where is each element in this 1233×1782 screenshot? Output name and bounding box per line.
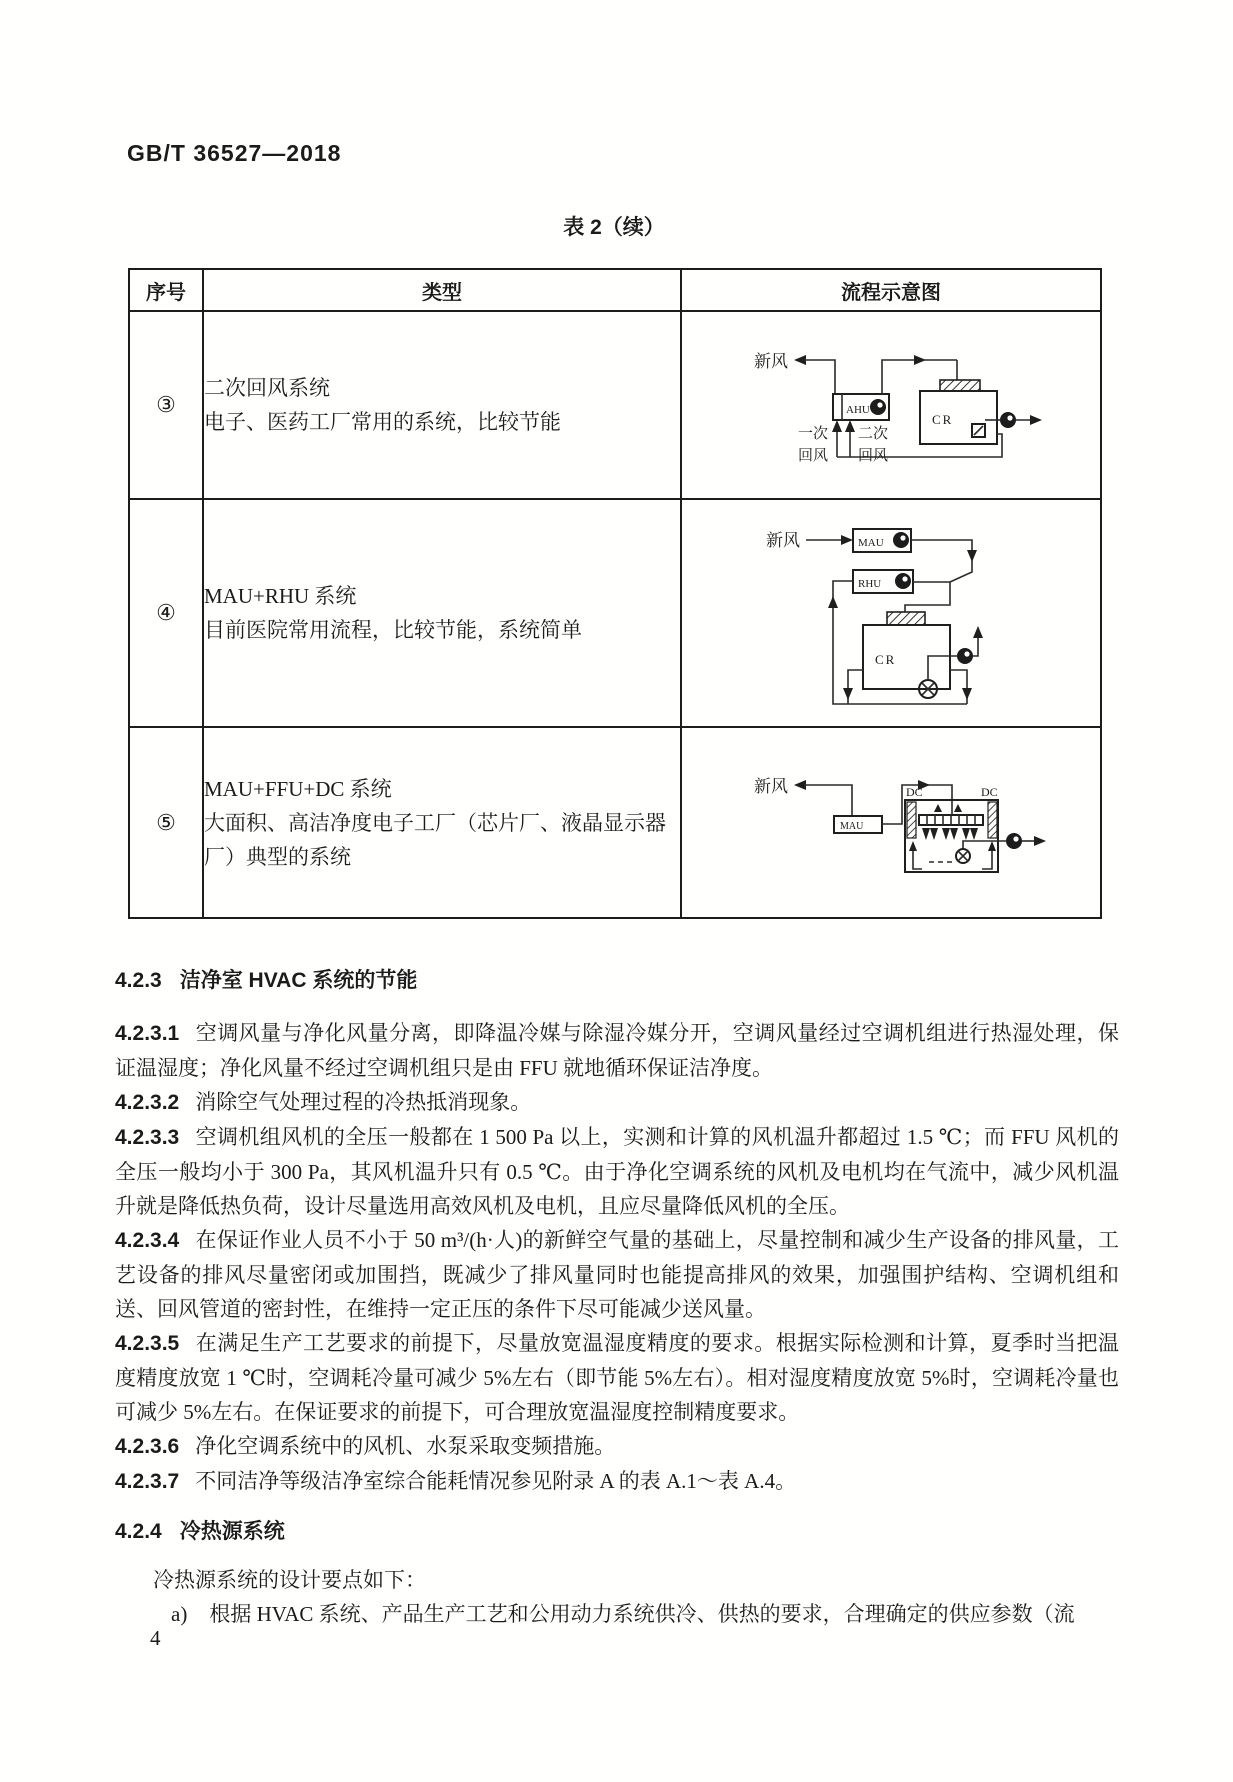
page-number: 4 xyxy=(150,1626,161,1650)
row-number: ④ xyxy=(129,499,203,727)
col-header-type: 类型 xyxy=(203,269,681,311)
clause-4237: 4.2.3.7 不同洁净等级洁净室综合能耗情况参见附录 A 的表 A.1～表 A.4。 xyxy=(115,1469,797,1493)
clause-4233: 4.2.3.3 空调机组风机的全压一般都在 1 500 Pa 以上，实测和计算的风机温升都超过 1.5 ℃；而 FFU 风机的全压一般均小于 300 Pa，其风机温升只有 0.5 ℃。由于净化空调系统的风机及电机均在气流中，减少风机温升就是降低热负荷，设计尽量选用高效风机及电机，且应尽量降低风机的全压。 xyxy=(115,1125,1119,1218)
col-header-diagram: 流程示意图 xyxy=(681,269,1101,311)
section-heading-424: 4.2.4 冷热源系统 xyxy=(115,1520,285,1543)
clause-4235: 4.2.3.5 在满足生产工艺要求的前提下，尽量放宽温湿度精度的要求。根据实际检测和计算，夏季时当把温度精度放宽 1 ℃时，空调耗冷量可减少 5%左右（即节能 5%左右）。相对湿度精度放宽 5%时，空调耗冷量也可减少 5%左右。在保证要求的前提下，可合理放宽温湿度控制精度要求。 xyxy=(115,1331,1119,1424)
primary-return-label: 一次 xyxy=(798,426,829,442)
mau-label: MAU xyxy=(840,821,864,832)
ahu-label: AHU xyxy=(846,404,870,416)
system-type-table xyxy=(128,268,1102,919)
cleanroom-label: CR xyxy=(875,652,897,667)
fresh-air-label: 新风 xyxy=(766,531,800,550)
system-desc: 大面积、高洁净度电子工厂（芯片厂、液晶显示器厂）典型的系统 xyxy=(204,810,666,869)
table-header-row xyxy=(129,269,1101,311)
rhu-label: RHU xyxy=(858,578,882,590)
secondary-return-label: 二次 xyxy=(858,426,889,442)
clause-4231: 4.2.3.1 空调风量与净化风量分离，即降温冷媒与除湿冷媒分开，空调风量经过空调机组进行热湿处理，保证温湿度；净化风量不经过空调机组只是由 FFU 就地循环保证洁净度。 xyxy=(115,1021,1119,1080)
col-header-no: 序号 xyxy=(129,269,203,311)
clause-4236: 4.2.3.6 净化空调系统中的风机、水泵采取变频措施。 xyxy=(115,1434,616,1458)
row-type-cell xyxy=(203,727,681,918)
system-title: 二次回风系统 xyxy=(204,376,330,400)
standard-number: GB/T 36527—2018 xyxy=(127,140,342,166)
row-type-cell xyxy=(203,499,681,727)
system-title: MAU+FFU+DC 系统 xyxy=(204,776,392,801)
flow-diagram-mau-ffu-dc xyxy=(681,727,1101,918)
clause-4232: 4.2.3.2 消除空气处理过程的冷热抵消现象。 xyxy=(115,1090,532,1114)
clause-4234: 4.2.3.4 在保证作业人员不小于 50 m³/(h·人)的新鲜空气量的基础上，尽量控制和减少生产设备的排风量，工艺设备的排风尽量密闭或加围挡，既减少了排风量同时也能提高排风的效果，加强围护结构、空调机组和送、回风管道的密封性，在维持一定正压的条件下尽可能减少送风量。 xyxy=(115,1228,1119,1321)
table-row xyxy=(129,311,1101,499)
flow-diagram-mau-rhu xyxy=(681,499,1101,727)
fresh-air-label: 新风 xyxy=(754,777,788,796)
list-item-a: a) 根据 HVAC 系统、产品生产工艺和公用动力系统供冷、供热的要求，合理确定的供应参数（流 xyxy=(171,1602,1075,1626)
mau-label: MAU xyxy=(858,537,884,549)
system-title: MAU+RHU 系统 xyxy=(204,584,357,608)
row-number: ③ xyxy=(129,311,203,499)
table-row xyxy=(129,727,1101,918)
cleanroom-label: CR xyxy=(932,412,954,427)
flow-diagram-secondary-return xyxy=(681,311,1101,499)
primary-return-label2: 回风 xyxy=(798,448,829,464)
dc-left-label: DC xyxy=(906,785,923,799)
system-desc: 电子、医药工厂常用的系统，比较节能 xyxy=(204,410,561,434)
table-caption: 表 2（续） xyxy=(563,216,665,239)
table-row xyxy=(129,499,1101,727)
secondary-return-label2: 回风 xyxy=(858,448,889,464)
row-number: ⑤ xyxy=(129,727,203,918)
row-type-cell xyxy=(203,311,681,499)
intro-line: 冷热源系统的设计要点如下： xyxy=(153,1568,426,1592)
dc-right-label: DC xyxy=(981,785,998,799)
body-text xyxy=(115,964,1119,1631)
system-desc: 目前医院常用流程，比较节能，系统简单 xyxy=(204,618,582,642)
fresh-air-label: 新风 xyxy=(754,352,788,371)
section-heading-423: 4.2.3 洁净室 HVAC 系统的节能 xyxy=(115,969,418,992)
